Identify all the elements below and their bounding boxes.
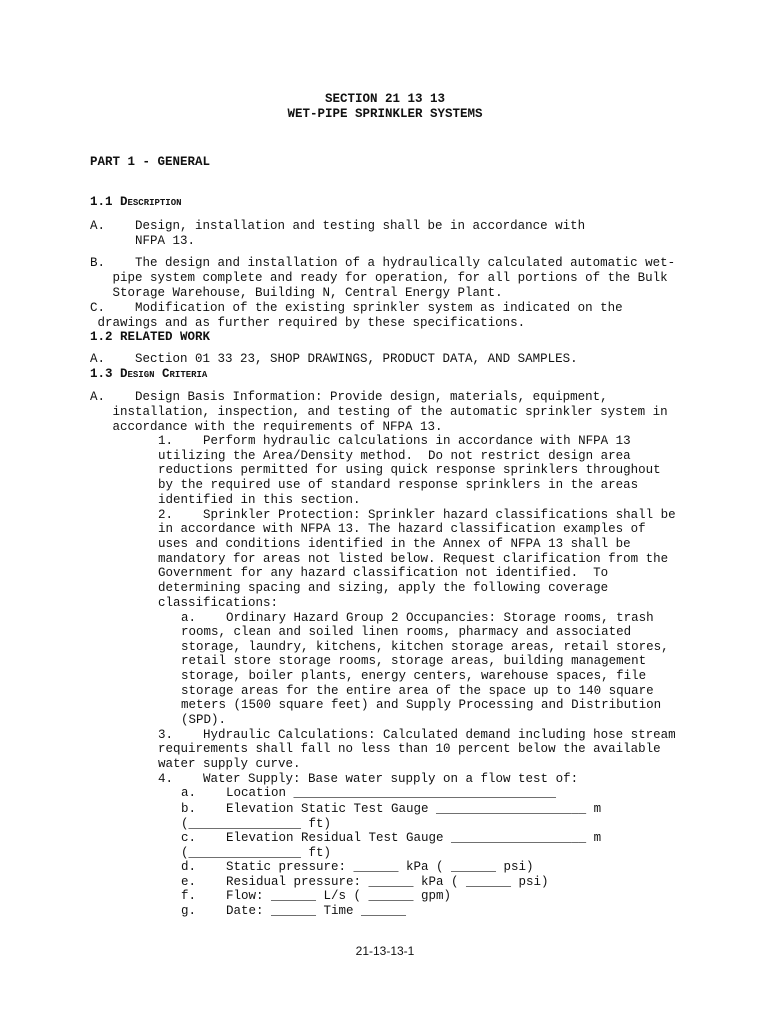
item-1-line1: 1. Perform hydraulic calculations in accordance with NFPA 13 xyxy=(158,434,631,448)
item-1-line2: utilizing the Area/Density method. Do not restrict design area xyxy=(158,449,631,463)
item-1-line3: reductions permitted for using quick response sprinklers throughout xyxy=(158,463,661,477)
item-2-line6: determining spacing and sizing, apply the following coverage xyxy=(158,581,609,595)
para-1-1-b-line1: B. The design and installation of a hydraulically calculated automatic wet- xyxy=(90,256,676,270)
item-2a-line4: retail store storage rooms, storage areas, building management xyxy=(181,654,647,668)
item-2a-line3: storage, laundry, kitchens, kitchen storage areas, retail stores, xyxy=(181,640,669,654)
part-heading: PART 1 - GENERAL xyxy=(90,155,211,169)
item-2a-line7: meters (1500 square feet) and Supply Processing and Distribution xyxy=(181,698,662,712)
para-1-1-a-line2: NFPA 13. xyxy=(90,234,196,248)
para-1-1-b-line3: Storage Warehouse, Building N, Central Energy Plant. xyxy=(90,286,503,300)
item-4a-location: a. Location ___________________________________ xyxy=(181,786,557,800)
item-2a-line5: storage, boiler plants, energy centers, warehouse spaces, file xyxy=(181,669,647,683)
para-1-1-c-line1: C. Modification of the existing sprinkler system as indicated on the xyxy=(90,301,623,315)
item-3-line3: water supply curve. xyxy=(158,757,301,771)
para-1-1-c-line2: drawings and as further required by these specifications. xyxy=(90,316,526,330)
section-title: WET-PIPE SPRINKLER SYSTEMS xyxy=(287,107,483,121)
heading-1-3: 1.3 Design Criteria xyxy=(90,367,208,381)
para-1-1-a-line1: A. Design, installation and testing shall be in accordance with xyxy=(90,219,586,233)
item-2-line3: uses and conditions identified in the Annex of NFPA 13 shall be xyxy=(158,537,631,551)
item-2-line1: 2. Sprinkler Protection: Sprinkler hazard classifications shall be xyxy=(158,508,676,522)
item-1-line5: identified in this section. xyxy=(158,493,361,507)
item-4b-static-gauge: b. Elevation Static Test Gauge ____________________ m xyxy=(181,802,602,816)
para-1-2-a: A. Section 01 33 23, SHOP DRAWINGS, PRODUCT DATA, AND SAMPLES. xyxy=(90,352,578,366)
para-1-3-a-line1: A. Design Basis Information: Provide design, materials, equipment, xyxy=(90,390,608,404)
item-2a-line8: (SPD). xyxy=(181,713,227,727)
item-4c-residual-gauge: c. Elevation Residual Test Gauge __________________ m xyxy=(181,831,602,845)
item-2-line2: in accordance with NFPA 13. The hazard classification examples of xyxy=(158,522,646,536)
item-3-line2: requirements shall fall no less than 10 percent below the available xyxy=(158,742,661,756)
page-number: 21-13-13-1 xyxy=(355,944,415,958)
item-4e-residual-pressure: e. Residual pressure: ______ kPa ( ______ psi) xyxy=(181,875,549,889)
item-4: 4. Water Supply: Base water supply on a flow test of: xyxy=(158,772,579,786)
item-2a-line2: rooms, clean and soiled linen rooms, pharmacy and associated xyxy=(181,625,632,639)
item-2a-line6: storage areas for the entire area of the space up to 140 square xyxy=(181,684,654,698)
item-4c-residual-gauge-ft: (_______________ ft) xyxy=(181,846,332,860)
item-3-line1: 3. Hydraulic Calculations: Calculated demand including hose stream xyxy=(158,728,676,742)
item-2a-line1: a. Ordinary Hazard Group 2 Occupancies: Storage rooms, trash xyxy=(181,611,654,625)
item-4g-date-time: g. Date: ______ Time ______ xyxy=(181,904,407,918)
item-4b-static-gauge-ft: (_______________ ft) xyxy=(181,817,332,831)
item-4d-static-pressure: d. Static pressure: ______ kPa ( ______ psi) xyxy=(181,860,534,874)
heading-1-1: 1.1 Description xyxy=(90,195,182,209)
item-2-line7: classifications: xyxy=(158,596,279,610)
item-4f-flow: f. Flow: ______ L/s ( ______ gpm) xyxy=(181,889,452,903)
para-1-3-a-line2: installation, inspection, and testing of the automatic sprinkler system in xyxy=(90,405,668,419)
item-2-line4: mandatory for areas not listed below. Request clarification from the xyxy=(158,552,669,566)
item-1-line4: by the required use of standard response sprinklers in the areas xyxy=(158,478,639,492)
heading-1-2: 1.2 RELATED WORK xyxy=(90,330,211,344)
section-number: SECTION 21 13 13 xyxy=(324,92,446,106)
para-1-1-b-line2: pipe system complete and ready for operation, for all portions of the Bulk xyxy=(90,271,668,285)
para-1-3-a-line3: accordance with the requirements of NFPA 13. xyxy=(90,420,443,434)
item-2-line5: Government for any hazard classification not identified. To xyxy=(158,566,609,580)
